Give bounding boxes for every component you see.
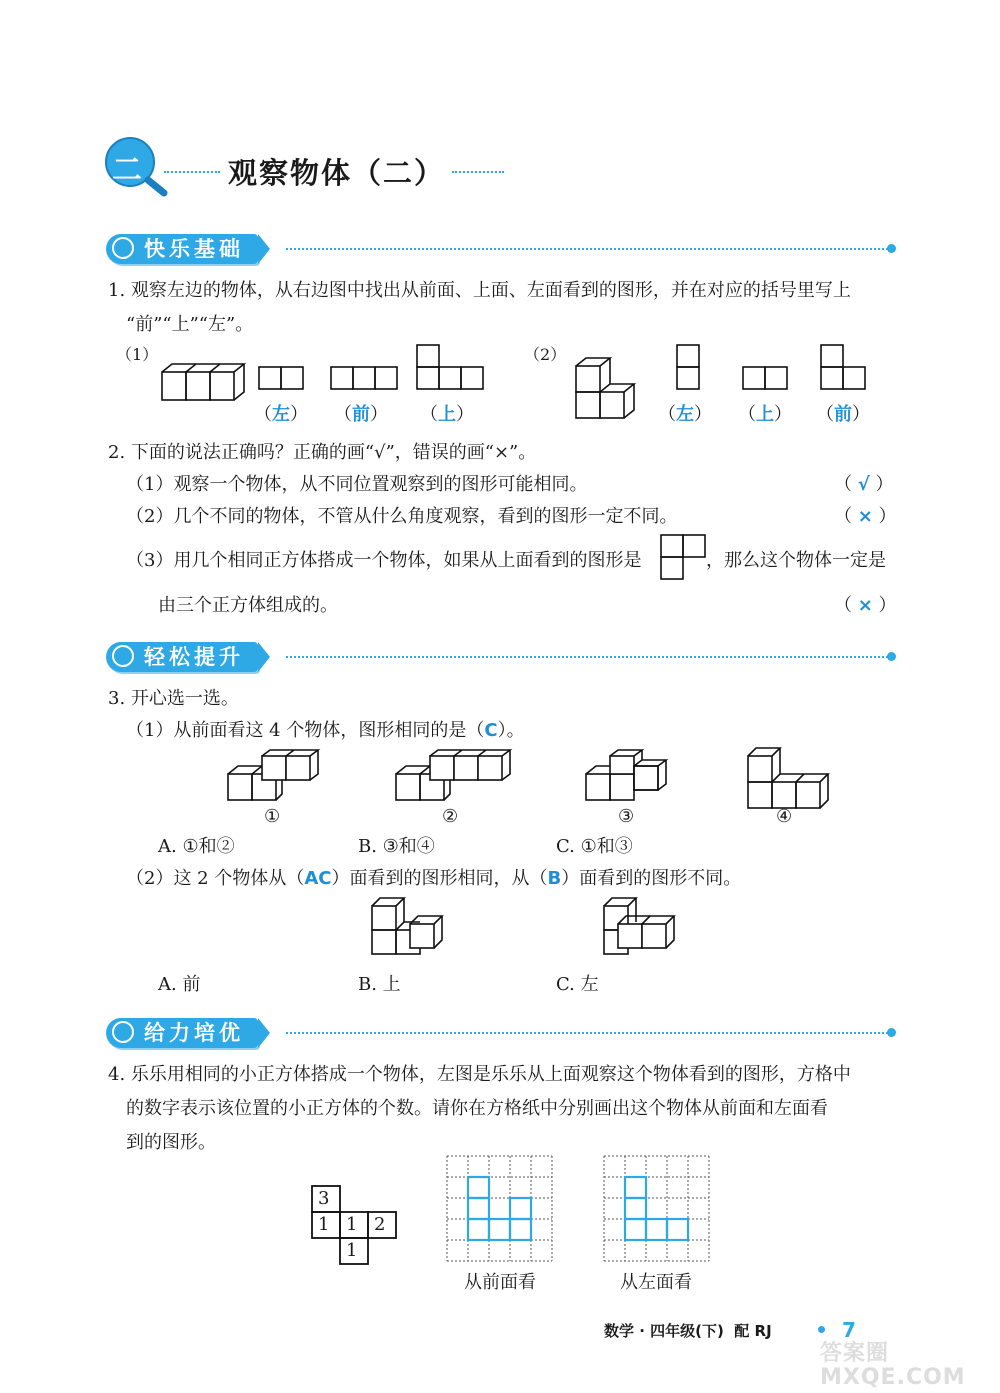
q3-part1-end: ）。 xyxy=(497,720,525,741)
q2-stem: 2. 下面的说法正确吗？正确的画“√”，错误的画“×”。 xyxy=(108,442,537,463)
q4-left-view-graph-paper xyxy=(604,1156,714,1266)
q4-grid-number-4: 2 xyxy=(374,1214,386,1235)
banner-end-dot xyxy=(887,244,896,253)
q2-answer-3: （ × ） xyxy=(834,595,897,616)
q1-part1-view-b xyxy=(330,366,400,390)
answer-text: 左 xyxy=(676,404,694,425)
q3-part1 xyxy=(126,716,525,742)
q1-p2-answer-2: （上） xyxy=(738,404,792,425)
answer-text: AC xyxy=(304,868,332,889)
page-number-dot xyxy=(818,1326,825,1333)
q1-stem-line2: “前”“上”“左”。 xyxy=(126,314,254,335)
q3-part2-text-b: ）面看到的图形相同，从（ xyxy=(331,868,548,889)
q1-part1-view-c xyxy=(416,344,486,390)
q3-figure-1 xyxy=(226,748,322,804)
q3-figure-label-2: ② xyxy=(442,806,459,827)
q3-option-b: B. ③和④ xyxy=(358,836,435,857)
q2-answer-1: （ √ ） xyxy=(834,474,894,495)
q2-item3-part3: 由三个正方体组成的。 xyxy=(158,595,338,616)
page-number: 7 xyxy=(842,1318,856,1342)
chapter-dotted-line-right xyxy=(452,171,504,173)
q3-figure-label-1: ① xyxy=(264,806,281,827)
clock-icon xyxy=(112,237,134,259)
q3-figure-label-3: ③ xyxy=(618,806,635,827)
q4-line1: 4. 乐乐用相同的小正方体搭成一个物体，左图是乐乐从上面观察这个物体看到的图形，方格中 xyxy=(108,1064,851,1085)
q3-option-c: C. ①和③ xyxy=(556,836,633,857)
clock-icon xyxy=(112,645,134,667)
answer-text: C xyxy=(484,720,498,741)
chapter-header xyxy=(104,135,504,195)
q1-part2-view-b xyxy=(742,366,790,390)
q3-part2-option-b: B. 上 xyxy=(358,974,401,995)
q2-item3-part2: ，那么这个物体一定是 xyxy=(706,550,886,571)
q1-part2-view-c xyxy=(820,344,868,390)
q1-p1-answer-2: （前） xyxy=(334,404,388,425)
q1-part1-view-a xyxy=(258,366,306,390)
q2-item2: （2）几个不同的物体，不管从什么角度观察，看到的图形一定不同。 xyxy=(126,506,678,527)
banner-dotted-line xyxy=(286,248,892,250)
q2-item3-part1: （3）用几个相同正方体搭成一个物体，如果从上面看到的图形是 xyxy=(126,550,642,571)
chapter-number: 二 xyxy=(112,153,144,188)
chapter-title: 观察物体（二） xyxy=(228,156,446,190)
chapter-dotted-line-left xyxy=(164,171,220,173)
section-title-3 xyxy=(106,1018,258,1048)
q4-caption-front: 从前面看 xyxy=(464,1272,536,1293)
q3-figure-label-4: ④ xyxy=(776,806,793,827)
q1-part1-object xyxy=(162,362,242,402)
q4-grid-number-1: 3 xyxy=(318,1188,330,1209)
q1-part2-view-a xyxy=(676,344,702,390)
banner-dotted-line xyxy=(286,656,892,658)
answer-text: × xyxy=(857,506,873,527)
q4-grid-number-2: 1 xyxy=(318,1214,330,1235)
banner-end-dot xyxy=(887,1028,896,1037)
q2-item1: （1）观察一个物体，从不同位置观察到的图形可能相同。 xyxy=(126,474,588,495)
q1-p2-answer-3: （前） xyxy=(816,404,870,425)
q3-part1-text: （1）从前面看这 4 个物体，图形相同的是（ xyxy=(126,720,485,741)
banner-dotted-line xyxy=(286,1032,892,1034)
q3-part2-option-c: C. 左 xyxy=(556,974,599,995)
q1-part1-label: （1） xyxy=(116,345,159,364)
q1-p1-answer-3: （上） xyxy=(420,404,474,425)
q1-p1-answer-1: （左） xyxy=(254,404,308,425)
section-banner-2 xyxy=(106,642,892,672)
q3-figure-4 xyxy=(746,746,830,806)
q4-grid-number-3: 1 xyxy=(346,1214,358,1235)
q3-part2 xyxy=(126,864,741,890)
section-banner-3 xyxy=(106,1018,892,1048)
q4-front-view-graph-paper xyxy=(447,1156,557,1266)
watermark: 答案圈 MXQE.COM xyxy=(820,1341,966,1390)
answer-text: 前 xyxy=(834,404,852,425)
q3-figure-2 xyxy=(394,748,514,804)
q1-p2-answer-1: （左） xyxy=(658,404,712,425)
footer-text: 数学 · 四年级(下) 配 RJ xyxy=(604,1322,772,1340)
answer-text: B xyxy=(547,868,562,889)
q1-stem-line1: 1. 观察左边的物体，从右边图中找出从前面、上面、左面看到的图形，并在对应的括号里写上 xyxy=(108,280,851,301)
answer-text: 上 xyxy=(438,404,456,425)
q3-stem: 3. 开心选一选。 xyxy=(108,688,239,709)
section-banner-1 xyxy=(106,234,892,264)
answer-text: 左 xyxy=(272,404,290,425)
clock-icon xyxy=(112,1021,134,1043)
q3-part2-object-2 xyxy=(602,896,686,958)
section-label-1: 快乐基础 xyxy=(144,237,244,261)
q3-part2-option-a: A. 前 xyxy=(158,974,201,995)
q3-part2-object-1 xyxy=(370,896,454,958)
q1-part2-label: （2） xyxy=(524,345,567,364)
q4-caption-left: 从左面看 xyxy=(620,1272,692,1293)
q4-line3: 到的图形。 xyxy=(126,1132,216,1153)
q4-grid-number-5: 1 xyxy=(346,1240,358,1261)
answer-text: 上 xyxy=(756,404,774,425)
q3-figure-3 xyxy=(584,748,680,804)
q1-part2-object xyxy=(576,354,636,430)
banner-end-dot xyxy=(887,652,896,661)
answer-text: 前 xyxy=(352,404,370,425)
answer-text: √ xyxy=(857,474,870,495)
q4-line2: 的数字表示该位置的小正方体的个数。请你在方格纸中分别画出这个物体从前面和左面看 xyxy=(126,1098,828,1119)
q2-top-view-figure xyxy=(660,534,708,580)
section-title-2 xyxy=(106,642,258,672)
answer-text: × xyxy=(857,595,873,616)
q3-option-a: A. ①和② xyxy=(158,836,235,857)
section-title-1 xyxy=(106,234,258,264)
q2-answer-2: （ × ） xyxy=(834,506,897,527)
section-label-2: 轻松提升 xyxy=(144,645,244,669)
q3-part2-text-c: ）面看到的图形不同。 xyxy=(561,868,742,889)
section-label-3: 给力培优 xyxy=(144,1021,244,1045)
q3-part2-text-a: （2）这 2 个物体从（ xyxy=(126,868,305,889)
